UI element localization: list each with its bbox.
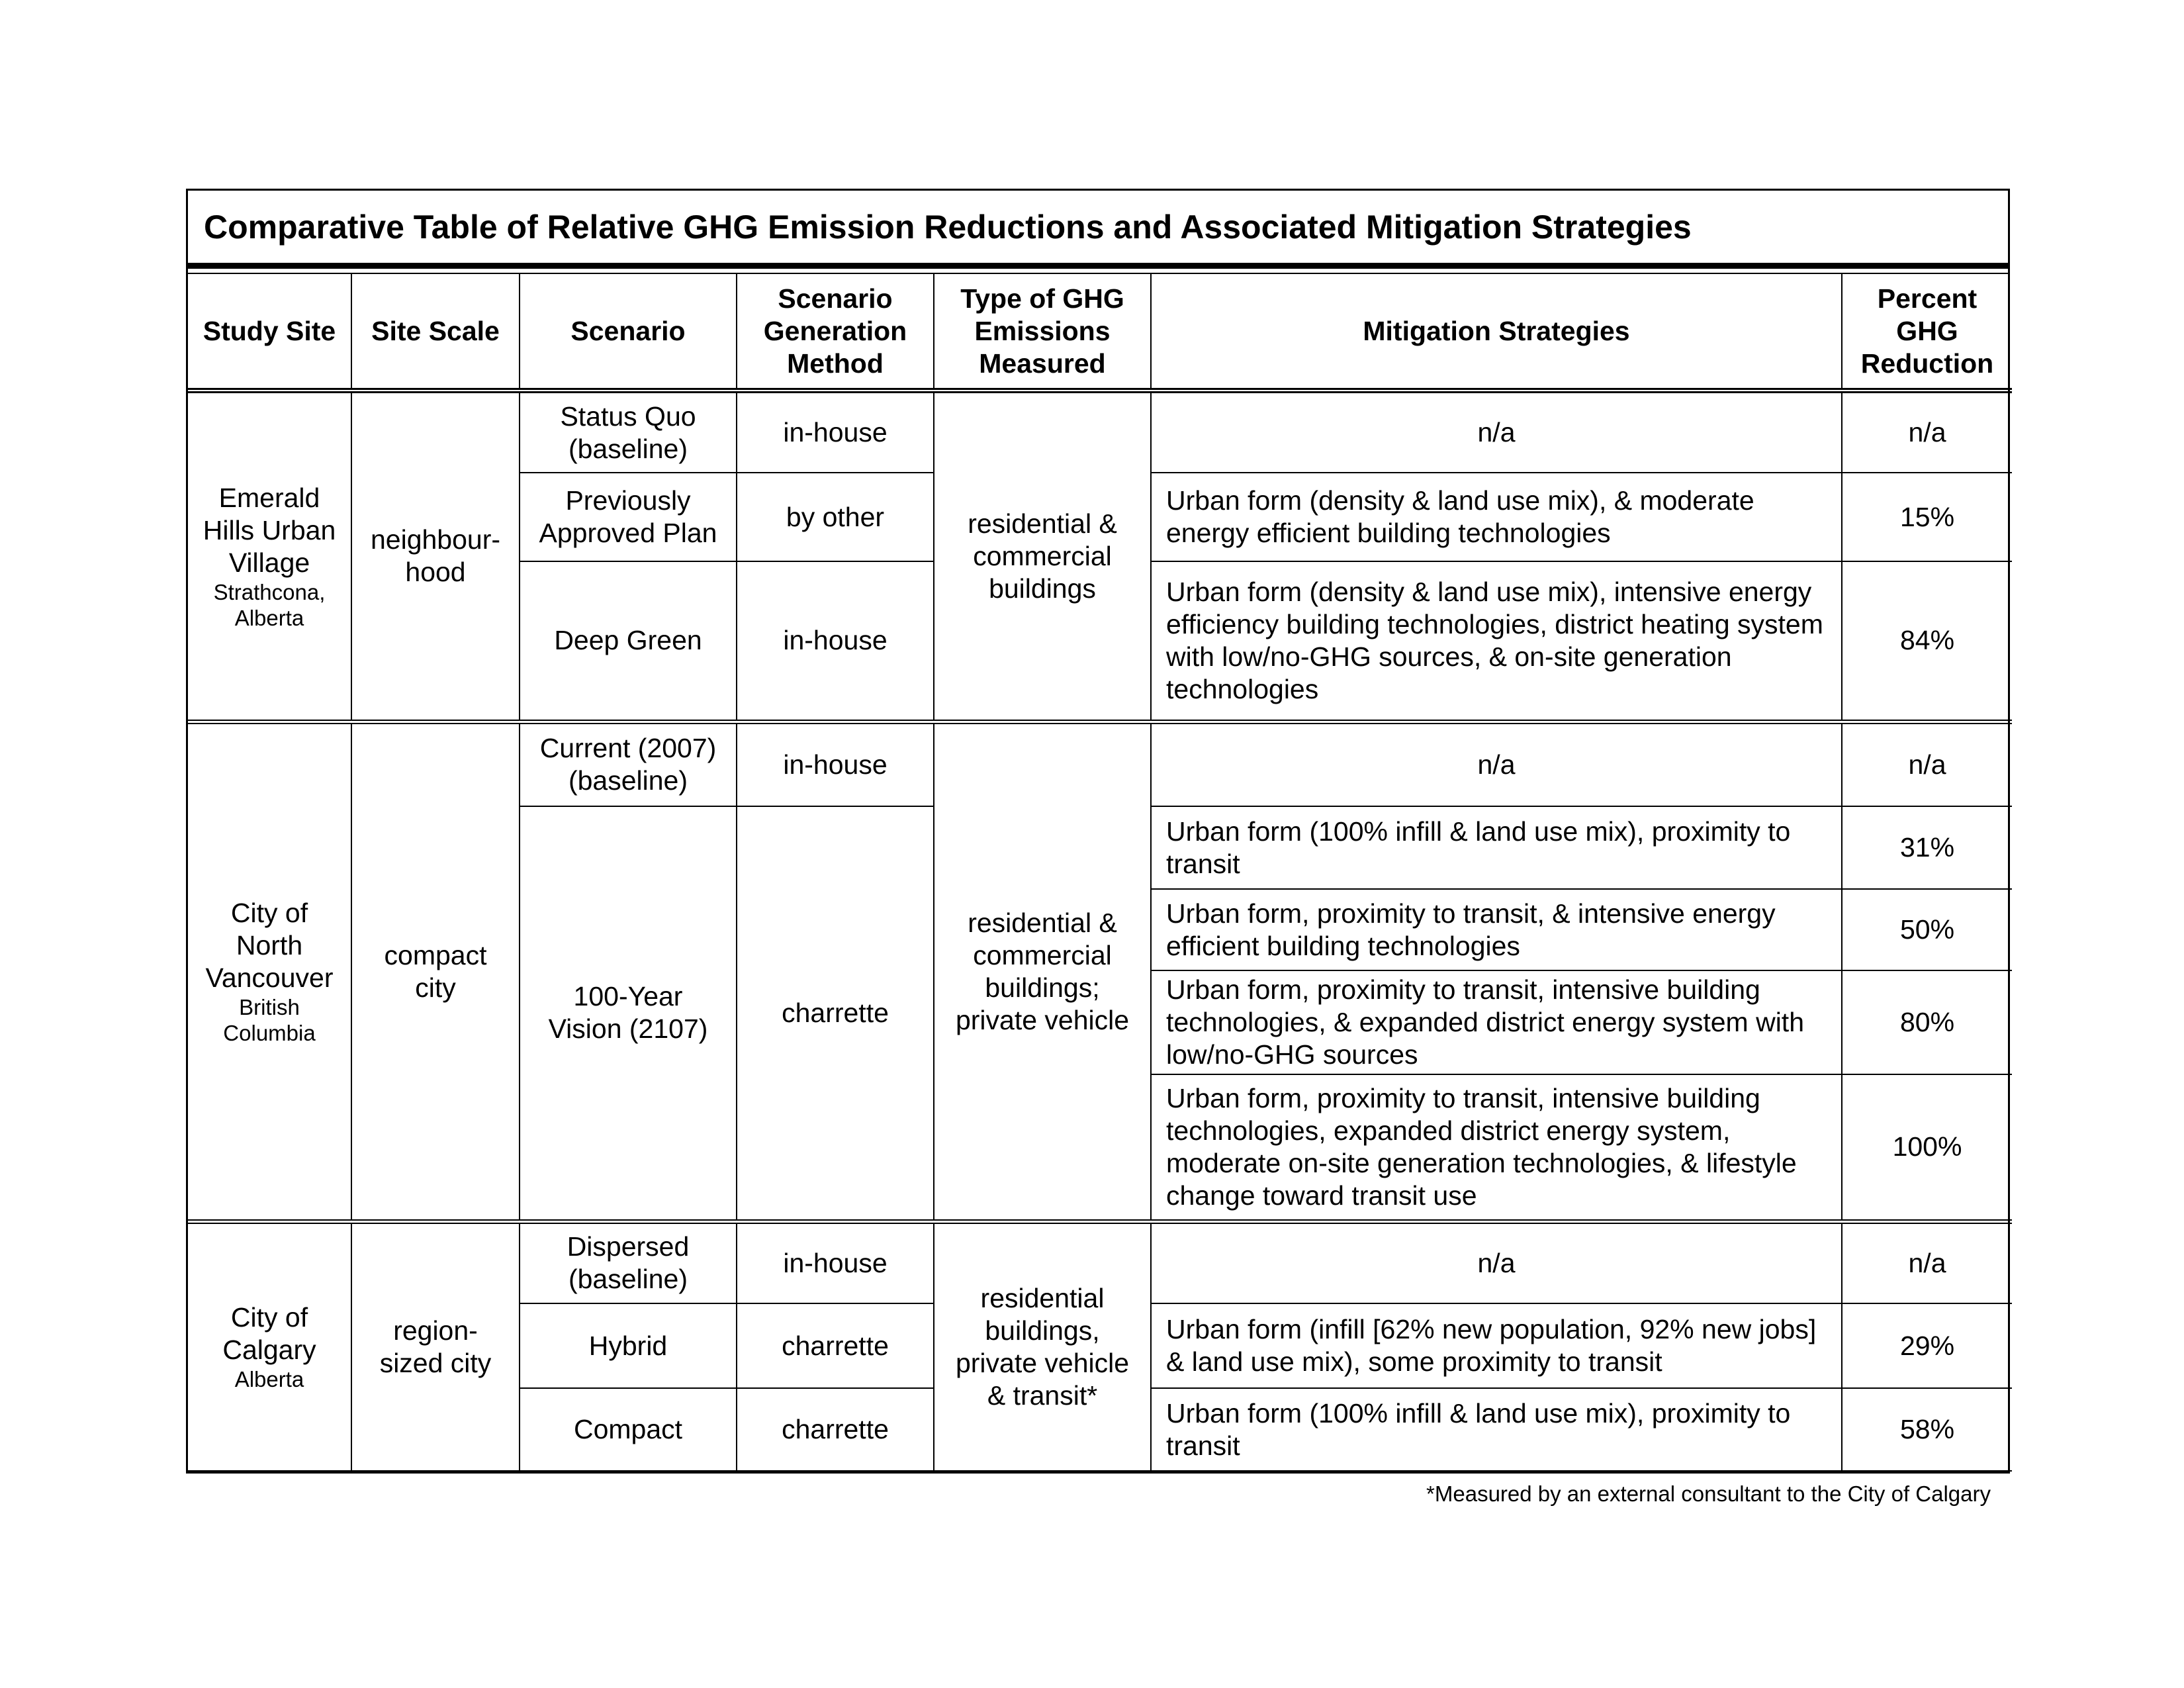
data-table (188, 274, 2012, 1472)
table-title: Comparative Table of Relative GHG Emission Reductions and Associated Mitigation Strategies (188, 191, 2008, 269)
header-mitigation: Mitigation Strategies (1151, 274, 1842, 391)
percent-cell: 31% (1842, 806, 2012, 889)
mitigation-cell: Urban form, proximity to transit, intensive building technologies, & expanded district energy system with low/no-GHG sources (1151, 970, 1842, 1074)
percent-cell: 80% (1842, 970, 2012, 1074)
header-site-scale: Site Scale (351, 274, 520, 391)
study-site-location: British Columbia (223, 995, 316, 1045)
mitigation-cell: Urban form (infill [62% new population, 92% new jobs] & land use mix), some proximity to transit (1151, 1303, 1842, 1388)
mitigation-cell: Urban form (density & land use mix), intensive energy efficiency building technologies, district heating system with low/no-GHG sources, & on-site generation technologies (1151, 561, 1842, 722)
study-site-location: Alberta (234, 1367, 304, 1392)
header-percent: Percent GHG Reduction (1842, 274, 2012, 391)
percent-cell: 50% (1842, 889, 2012, 970)
method-cell: in-house (737, 391, 934, 473)
scenario-cell: Compact (520, 1388, 737, 1471)
ghg-comparison-table (186, 189, 2010, 1474)
mitigation-cell: Urban form, proximity to transit, & intensive energy efficient building technologies (1151, 889, 1842, 970)
method-cell: charrette (737, 1388, 934, 1471)
table-row (188, 391, 2012, 473)
study-site-name: City of North Vancouver (205, 898, 334, 993)
percent-cell: 100% (1842, 1074, 2012, 1221)
header-method: Scenario Generation Method (737, 274, 934, 391)
footnote: *Measured by an external consultant to the City of Calgary (1426, 1481, 1991, 1506)
method-cell: charrette (737, 806, 934, 1221)
scenario-cell: Status Quo (baseline) (520, 391, 737, 473)
mitigation-cell: Urban form, proximity to transit, intensive building technologies, expanded district energy system, moderate on-site generation technologies, & lifestyle change toward transit use (1151, 1074, 1842, 1221)
mitigation-cell: n/a (1151, 391, 1842, 473)
percent-cell: 29% (1842, 1303, 2012, 1388)
study-site-cell (188, 391, 351, 722)
ghg-type-cell: residential & commercial buildings (934, 391, 1151, 722)
mitigation-cell: n/a (1151, 722, 1842, 806)
method-cell: charrette (737, 1303, 934, 1388)
mitigation-cell: Urban form (100% infill & land use mix), proximity to transit (1151, 1388, 1842, 1471)
study-site-name: Emerald Hills Urban Village (203, 482, 336, 578)
mitigation-cell: n/a (1151, 1221, 1842, 1303)
scenario-cell: Current (2007) (baseline) (520, 722, 737, 806)
header-study-site: Study Site (188, 274, 351, 391)
scenario-cell: Hybrid (520, 1303, 737, 1388)
table-row (188, 1221, 2012, 1303)
scenario-cell: Deep Green (520, 561, 737, 722)
site-scale-cell: region-sized city (351, 1221, 520, 1471)
table-row (188, 722, 2012, 806)
percent-cell: n/a (1842, 722, 2012, 806)
study-site-cell (188, 722, 351, 1221)
scenario-cell: Previously Approved Plan (520, 473, 737, 561)
method-cell: by other (737, 473, 934, 561)
method-cell: in-house (737, 1221, 934, 1303)
scenario-cell: 100-Year Vision (2107) (520, 806, 737, 1221)
header-ghg-type: Type of GHG Emissions Measured (934, 274, 1151, 391)
study-site-location: Strathcona, Alberta (213, 579, 326, 630)
percent-cell: 58% (1842, 1388, 2012, 1471)
percent-cell: n/a (1842, 391, 2012, 473)
study-site-cell (188, 1221, 351, 1471)
percent-cell: 15% (1842, 473, 2012, 561)
mitigation-cell: Urban form (100% infill & land use mix), proximity to transit (1151, 806, 1842, 889)
percent-cell: 84% (1842, 561, 2012, 722)
header-row (188, 274, 2012, 391)
study-site-name: City of Calgary (222, 1302, 316, 1366)
scenario-cell: Dispersed (baseline) (520, 1221, 737, 1303)
method-cell: in-house (737, 561, 934, 722)
ghg-type-cell: residential buildings, private vehicle & transit* (934, 1221, 1151, 1471)
title-divider (188, 269, 2008, 274)
mitigation-cell: Urban form (density & land use mix), & moderate energy efficient building technologies (1151, 473, 1842, 561)
site-scale-cell: compact city (351, 722, 520, 1221)
percent-cell: n/a (1842, 1221, 2012, 1303)
header-scenario: Scenario (520, 274, 737, 391)
ghg-type-cell: residential & commercial buildings; private vehicle (934, 722, 1151, 1221)
method-cell: in-house (737, 722, 934, 806)
site-scale-cell: neighbour-hood (351, 391, 520, 722)
